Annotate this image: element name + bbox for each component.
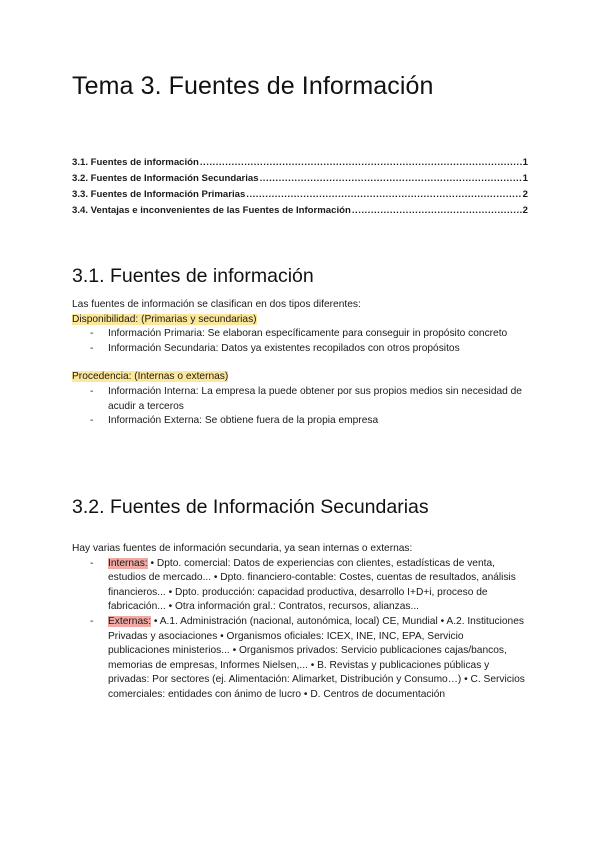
table-of-contents [72,155,528,219]
section-3-1-body [72,298,528,429]
list-disponibilidad [72,327,528,356]
toc-entry-page: 1 [522,157,528,168]
list-item: - Información Interna: La empresa la puede obtener por sus propios medios sin necesidad de acudir a terceros [108,385,528,414]
toc-entry-page: 2 [522,205,528,216]
toc-entry[interactable] [72,203,528,219]
list-procedencia [72,385,528,429]
section-intro: Las fuentes de información se clasifican en dos tipos diferentes: [72,299,361,310]
internas-text: • Dpto. comercial: Datos de experiencias con clientes, estadísticas de venta, estudios de mercado... • Dpto. financiero-contable: Costes, cuentas de resultados, análisis financieros... • Dpto. producción: capacidad productiva, desarrollo I+D+i, proceso de fabricación... • Otra información gral.: Contratos, recursos, alianzas... [108,557,516,613]
section-heading-3-2: 3.2. Fuentes de Información Secundarias [72,496,429,518]
toc-entry[interactable] [72,155,528,171]
highlighted-label-disponibilidad: Disponibilidad: (Primarias y secundarias) [72,313,257,325]
list-item-internas [108,557,528,615]
toc-entry-label: 3.3. Fuentes de Información Primarias [72,189,246,200]
toc-leader-dots [352,203,522,219]
toc-entry[interactable] [72,171,528,187]
section-3-2-body [72,542,528,703]
highlighted-label-internas: Internas: [108,557,148,569]
externas-text: • A.1. Administración (nacional, autonómica, local) CE, Mundial • A.2. Instituciones Privadas y asociaciones • Organismos oficiales: ICEX, INE, INC, EPA, Servicio publicaciones ministerios... • Organismos privados: Servicio publicaciones cajas/bancos, memorias de empresas, Informes Nielsen,... • B. Revistas y publicaciones públicas y privadas: Por sectores (ej. Alimentación: Alimarket, Distribución y Consumo…) • C. Servicios comerciales: entidades con ánimo de lucro • D. Centros de documentación [108,615,525,700]
highlighted-label-externas: Externas: [108,615,152,627]
list-item: - Información Secundaria: Datos ya existentes recopilados con otros propósitos [108,342,528,357]
list-item: - Información Externa: Se obtiene fuera de la propia empresa [108,414,528,429]
toc-entry[interactable] [72,187,528,203]
highlighted-label-procedencia: Procedencia: (Internas o externas) [72,371,229,383]
toc-leader-dots [200,155,522,171]
toc-entry-label: 3.4. Ventajas e inconvenientes de las Fuentes de Información [72,205,351,216]
list-secondary-sources [72,557,528,703]
list-item: - Información Primaria: Se elaboran específicamente para conseguir in propósito concreto [108,327,528,342]
toc-leader-dots [246,187,521,203]
toc-entry-label: 3.1. Fuentes de información [72,157,199,168]
section-heading-3-1: 3.1. Fuentes de información [72,265,314,287]
section-intro: Hay varias fuentes de información secundaria, ya sean internas o externas: [72,543,413,554]
toc-entry-label: 3.2. Fuentes de Información Secundarias [72,173,259,184]
list-item-externas [108,615,528,703]
toc-leader-dots [260,171,522,187]
toc-entry-page: 2 [522,189,528,200]
page-title: Tema 3. Fuentes de Información [72,72,434,100]
toc-entry-page: 1 [522,173,528,184]
